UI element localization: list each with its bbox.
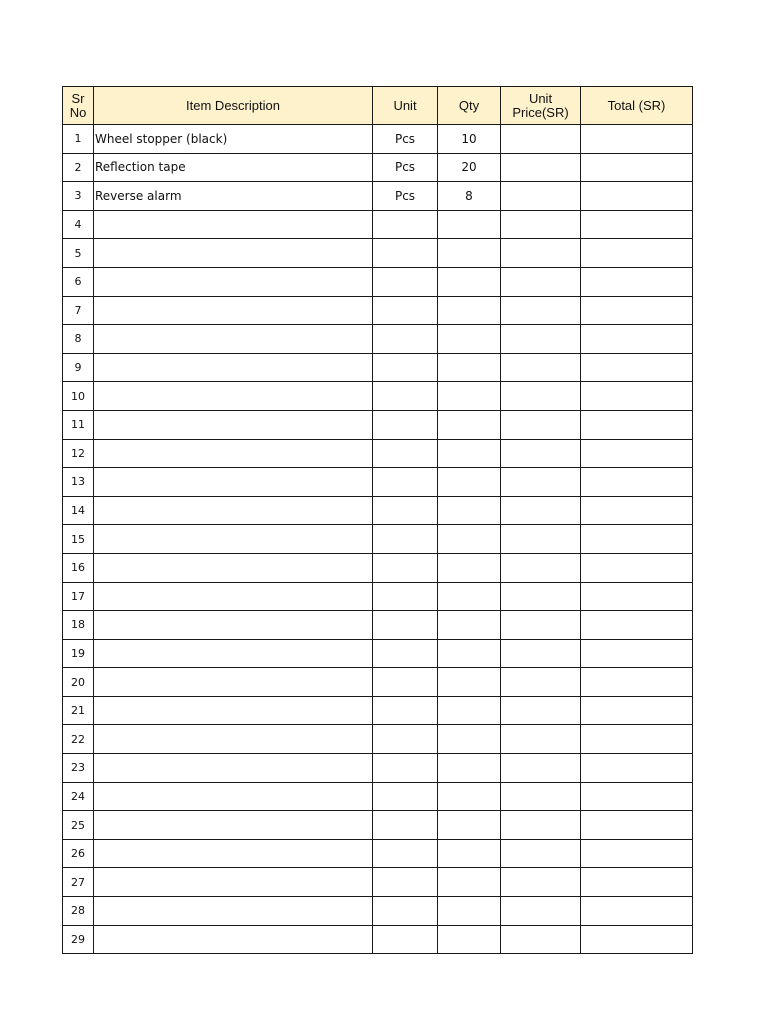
table-row xyxy=(63,353,693,382)
cell-total xyxy=(581,153,693,182)
cell-qty xyxy=(438,382,501,411)
cell-qty: 20 xyxy=(438,153,501,182)
table-row xyxy=(63,239,693,268)
cell-sr-no: 27 xyxy=(63,868,94,897)
cell-qty xyxy=(438,267,501,296)
cell-unit xyxy=(373,296,438,325)
cell-total xyxy=(581,925,693,954)
cell-qty xyxy=(438,639,501,668)
cell-total xyxy=(581,868,693,897)
cell-unit xyxy=(373,553,438,582)
cell-unit xyxy=(373,496,438,525)
cell-sr-no: 7 xyxy=(63,296,94,325)
cell-qty xyxy=(438,468,501,497)
cell-qty xyxy=(438,410,501,439)
cell-item-description xyxy=(94,668,373,697)
cell-sr-no: 11 xyxy=(63,410,94,439)
cell-unit-price xyxy=(501,639,581,668)
cell-total xyxy=(581,496,693,525)
table-row xyxy=(63,696,693,725)
cell-unit xyxy=(373,668,438,697)
cell-sr-no: 23 xyxy=(63,754,94,783)
cell-item-description xyxy=(94,210,373,239)
cell-sr-no: 9 xyxy=(63,353,94,382)
table-row xyxy=(63,382,693,411)
cell-unit xyxy=(373,725,438,754)
cell-qty xyxy=(438,525,501,554)
cell-unit xyxy=(373,382,438,411)
cell-item-description: Reverse alarm xyxy=(94,182,373,211)
table-row xyxy=(63,296,693,325)
cell-qty xyxy=(438,611,501,640)
table-row xyxy=(63,611,693,640)
cell-qty xyxy=(438,668,501,697)
cell-item-description xyxy=(94,382,373,411)
cell-qty xyxy=(438,582,501,611)
table-row xyxy=(63,725,693,754)
cell-item-description xyxy=(94,897,373,926)
cell-item-description xyxy=(94,410,373,439)
table-row xyxy=(63,496,693,525)
cell-qty xyxy=(438,496,501,525)
table-row xyxy=(63,468,693,497)
cell-total xyxy=(581,782,693,811)
cell-unit-price xyxy=(501,668,581,697)
cell-unit xyxy=(373,925,438,954)
cell-total xyxy=(581,410,693,439)
cell-item-description xyxy=(94,525,373,554)
cell-total xyxy=(581,553,693,582)
cell-unit xyxy=(373,582,438,611)
cell-item-description xyxy=(94,925,373,954)
cell-total xyxy=(581,582,693,611)
cell-total xyxy=(581,439,693,468)
header-total: Total (SR) xyxy=(581,87,693,125)
cell-unit-price xyxy=(501,439,581,468)
cell-item-description xyxy=(94,553,373,582)
cell-unit xyxy=(373,239,438,268)
cell-total xyxy=(581,210,693,239)
cell-total xyxy=(581,325,693,354)
cell-total xyxy=(581,125,693,154)
cell-qty xyxy=(438,210,501,239)
cell-item-description xyxy=(94,496,373,525)
table-row xyxy=(63,553,693,582)
cell-total xyxy=(581,525,693,554)
cell-unit-price xyxy=(501,468,581,497)
cell-qty xyxy=(438,782,501,811)
cell-item-description xyxy=(94,325,373,354)
cell-qty xyxy=(438,725,501,754)
cell-unit xyxy=(373,439,438,468)
cell-unit-price xyxy=(501,125,581,154)
cell-sr-no: 21 xyxy=(63,696,94,725)
cell-unit: Pcs xyxy=(373,153,438,182)
cell-unit-price xyxy=(501,382,581,411)
cell-total xyxy=(581,353,693,382)
cell-sr-no: 13 xyxy=(63,468,94,497)
table-row xyxy=(63,153,693,182)
cell-item-description xyxy=(94,725,373,754)
table-row xyxy=(63,668,693,697)
cell-item-description xyxy=(94,353,373,382)
cell-item-description xyxy=(94,267,373,296)
cell-unit xyxy=(373,811,438,840)
cell-unit-price xyxy=(501,754,581,783)
cell-unit xyxy=(373,410,438,439)
cell-sr-no: 8 xyxy=(63,325,94,354)
cell-total xyxy=(581,468,693,497)
cell-total xyxy=(581,725,693,754)
cell-qty xyxy=(438,325,501,354)
cell-total xyxy=(581,839,693,868)
cell-item-description: Reflection tape xyxy=(94,153,373,182)
cell-sr-no: 26 xyxy=(63,839,94,868)
cell-unit xyxy=(373,468,438,497)
cell-item-description xyxy=(94,296,373,325)
cell-unit-price xyxy=(501,839,581,868)
cell-sr-no: 19 xyxy=(63,639,94,668)
cell-total xyxy=(581,182,693,211)
header-qty: Qty xyxy=(438,87,501,125)
table-row xyxy=(63,782,693,811)
cell-unit xyxy=(373,325,438,354)
cell-item-description xyxy=(94,582,373,611)
cell-item-description xyxy=(94,696,373,725)
cell-item-description xyxy=(94,439,373,468)
cell-unit-price xyxy=(501,611,581,640)
cell-unit xyxy=(373,210,438,239)
cell-unit-price xyxy=(501,582,581,611)
cell-sr-no: 14 xyxy=(63,496,94,525)
cell-unit-price xyxy=(501,782,581,811)
cell-total xyxy=(581,754,693,783)
cell-total xyxy=(581,897,693,926)
cell-unit: Pcs xyxy=(373,182,438,211)
cell-sr-no: 20 xyxy=(63,668,94,697)
header-row xyxy=(63,87,693,125)
cell-sr-no: 5 xyxy=(63,239,94,268)
cell-qty xyxy=(438,754,501,783)
cell-qty xyxy=(438,239,501,268)
table-row xyxy=(63,811,693,840)
cell-qty xyxy=(438,439,501,468)
table-row xyxy=(63,839,693,868)
table-row xyxy=(63,582,693,611)
cell-sr-no: 1 xyxy=(63,125,94,154)
cell-unit xyxy=(373,267,438,296)
table-row xyxy=(63,897,693,926)
cell-unit-price xyxy=(501,496,581,525)
cell-sr-no: 16 xyxy=(63,553,94,582)
cell-unit-price xyxy=(501,725,581,754)
cell-unit-price xyxy=(501,239,581,268)
cell-item-description xyxy=(94,868,373,897)
cell-qty xyxy=(438,553,501,582)
cell-total xyxy=(581,668,693,697)
cell-sr-no: 18 xyxy=(63,611,94,640)
cell-qty xyxy=(438,811,501,840)
cell-sr-no: 24 xyxy=(63,782,94,811)
item-table xyxy=(62,86,693,954)
table-row xyxy=(63,325,693,354)
cell-sr-no: 2 xyxy=(63,153,94,182)
cell-unit xyxy=(373,754,438,783)
cell-item-description: Wheel stopper (black) xyxy=(94,125,373,154)
cell-unit-price xyxy=(501,296,581,325)
cell-item-description xyxy=(94,754,373,783)
table-row xyxy=(63,639,693,668)
cell-total xyxy=(581,382,693,411)
header-unit-price: Unit Price(SR) xyxy=(501,87,581,125)
header-sr-no: Sr No xyxy=(63,87,94,125)
cell-sr-no: 29 xyxy=(63,925,94,954)
cell-item-description xyxy=(94,811,373,840)
cell-sr-no: 25 xyxy=(63,811,94,840)
table-row xyxy=(63,754,693,783)
cell-qty xyxy=(438,897,501,926)
cell-unit-price xyxy=(501,353,581,382)
cell-unit-price xyxy=(501,897,581,926)
table-row xyxy=(63,267,693,296)
cell-qty: 8 xyxy=(438,182,501,211)
cell-unit xyxy=(373,868,438,897)
cell-sr-no: 3 xyxy=(63,182,94,211)
cell-unit xyxy=(373,353,438,382)
table-row xyxy=(63,439,693,468)
cell-item-description xyxy=(94,639,373,668)
table-row xyxy=(63,125,693,154)
cell-sr-no: 4 xyxy=(63,210,94,239)
cell-unit-price xyxy=(501,553,581,582)
cell-total xyxy=(581,639,693,668)
cell-item-description xyxy=(94,611,373,640)
cell-sr-no: 22 xyxy=(63,725,94,754)
cell-sr-no: 17 xyxy=(63,582,94,611)
cell-unit xyxy=(373,897,438,926)
cell-unit-price xyxy=(501,925,581,954)
cell-unit-price xyxy=(501,696,581,725)
cell-unit-price xyxy=(501,325,581,354)
table-row xyxy=(63,182,693,211)
cell-unit: Pcs xyxy=(373,125,438,154)
table-row xyxy=(63,525,693,554)
table-row xyxy=(63,925,693,954)
quotation-sheet xyxy=(62,86,692,954)
cell-total xyxy=(581,296,693,325)
cell-qty xyxy=(438,868,501,897)
cell-total xyxy=(581,696,693,725)
cell-qty xyxy=(438,925,501,954)
cell-unit-price xyxy=(501,153,581,182)
cell-item-description xyxy=(94,239,373,268)
cell-qty: 10 xyxy=(438,125,501,154)
cell-sr-no: 28 xyxy=(63,897,94,926)
cell-sr-no: 12 xyxy=(63,439,94,468)
cell-unit-price xyxy=(501,182,581,211)
table-row xyxy=(63,868,693,897)
cell-unit-price xyxy=(501,210,581,239)
cell-total xyxy=(581,267,693,296)
cell-unit xyxy=(373,525,438,554)
header-item-description: Item Description xyxy=(94,87,373,125)
table-row xyxy=(63,210,693,239)
cell-item-description xyxy=(94,839,373,868)
cell-item-description xyxy=(94,782,373,811)
cell-unit-price xyxy=(501,811,581,840)
cell-unit-price xyxy=(501,267,581,296)
cell-sr-no: 6 xyxy=(63,267,94,296)
table-row xyxy=(63,410,693,439)
cell-sr-no: 15 xyxy=(63,525,94,554)
cell-item-description xyxy=(94,468,373,497)
table-header xyxy=(63,87,693,125)
header-unit: Unit xyxy=(373,87,438,125)
cell-qty xyxy=(438,353,501,382)
cell-total xyxy=(581,239,693,268)
cell-unit xyxy=(373,611,438,640)
cell-unit-price xyxy=(501,410,581,439)
cell-unit-price xyxy=(501,525,581,554)
table-body xyxy=(63,125,693,954)
cell-qty xyxy=(438,839,501,868)
cell-sr-no: 10 xyxy=(63,382,94,411)
cell-unit xyxy=(373,782,438,811)
cell-unit xyxy=(373,696,438,725)
cell-total xyxy=(581,811,693,840)
cell-unit xyxy=(373,639,438,668)
cell-qty xyxy=(438,696,501,725)
cell-unit-price xyxy=(501,868,581,897)
cell-unit xyxy=(373,839,438,868)
cell-total xyxy=(581,611,693,640)
cell-qty xyxy=(438,296,501,325)
